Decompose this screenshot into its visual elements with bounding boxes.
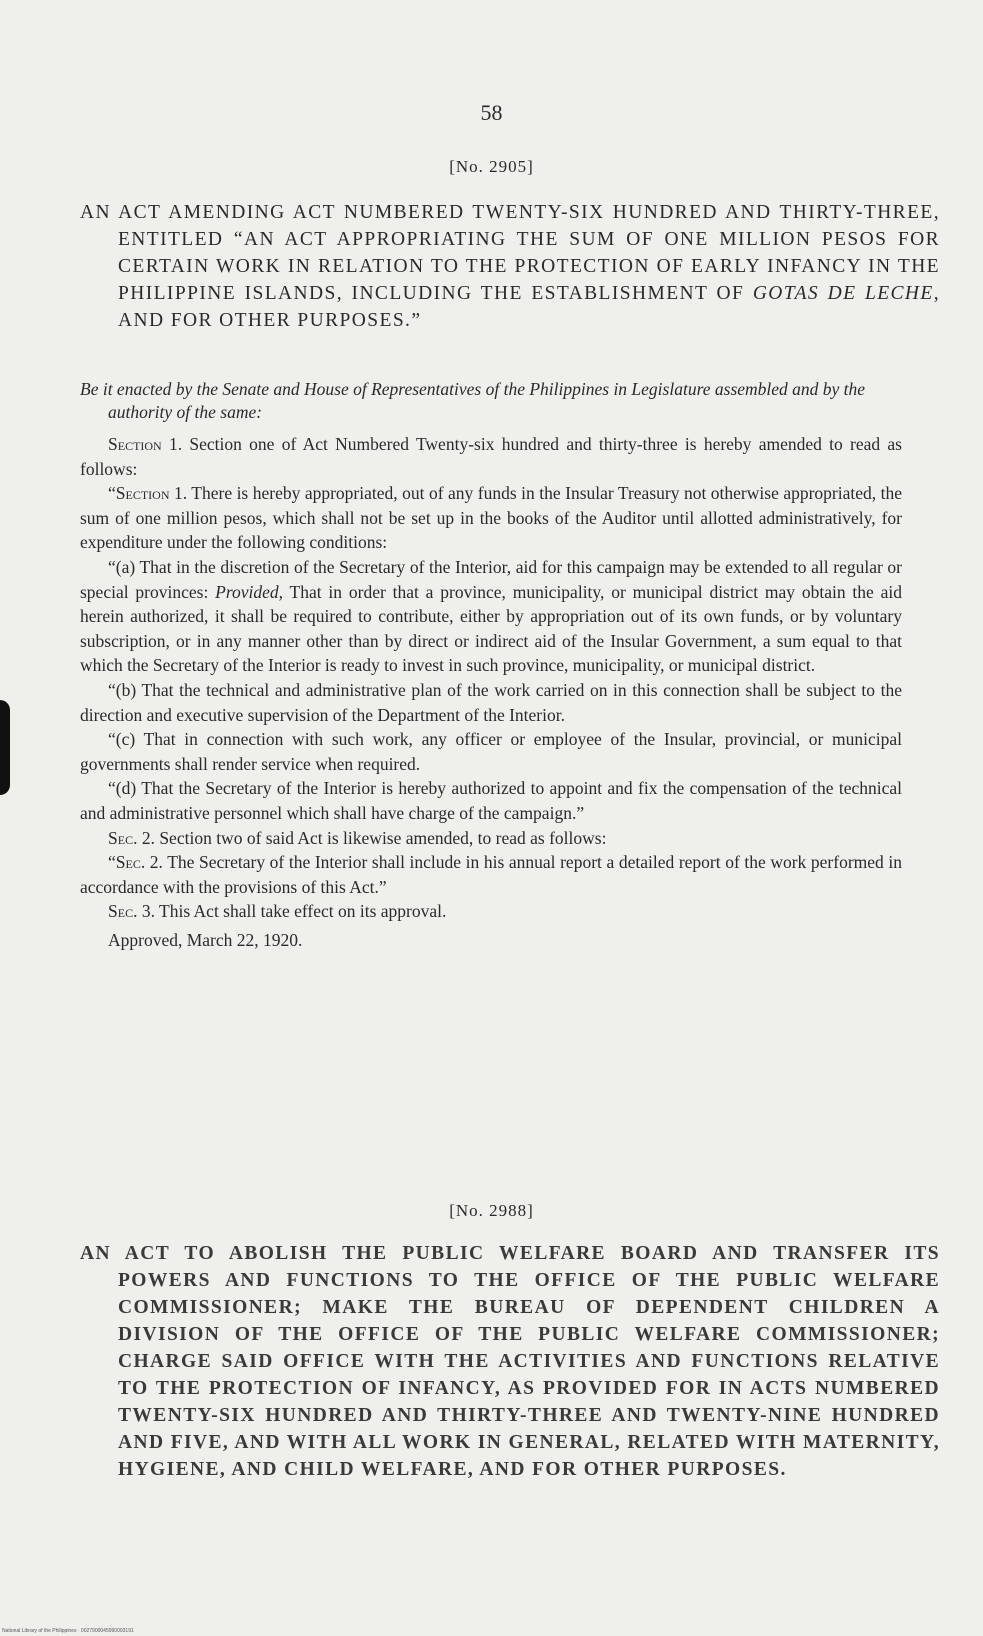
paragraph-label: “(c) [108,729,136,750]
act-title-2: AN ACT TO ABOLISH THE PUBLIC WELFARE BOARD AND TRANSFER ITS POWERS AND FUNCTIONS TO THE OFFICE OF THE PUBLIC WELFARE COMMISSIONER; MAKE THE BUREAU OF DEPENDENT CHILDREN A DIVISION OF THE OFFICE OF THE PUBLIC WELFARE COMMISSIONER; CHARGE SAID OFFICE WITH THE ACTIVITIES AND FUNCTIONS RELATIVE TO THE PROTECTION OF INFANCY, AS PROVIDED FOR IN ACTS NUMBERED TWENTY-SIX HUNDRED AND THIRTY-THREE AND TWENTY-NINE HUNDRED AND FIVE, AND WITH ALL WORK IN GENERAL, RELATED WITH MATERNITY, HYGIENE, AND CHILD WELFARE, AND FOR OTHER PURPOSES. [80,1243,940,1480]
paragraph-label: “(a) [108,556,136,577]
act-number: [No. 2905] [449,157,534,176]
paragraph-text: That the technical and administrative plan of the work carried on in this connection shall be subject to the direction and executive supervision of the Department of the Interior. [80,679,902,725]
paragraph-italic: Provided, [215,581,284,602]
section-label: Sec. 2. [108,827,155,848]
section-label: “Sec. 2. [108,852,163,873]
paragraph-c [80,727,902,776]
paragraph-label: “(d) [108,778,137,799]
paragraph-label: “(b) [108,679,137,700]
act-title [80,199,940,334]
section-label: Section 1. [108,434,183,454]
paragraph-text: That in the discretion of the Secretary of the Interior, aid for this campaign may be extended to all regular or special provinces: [80,556,902,602]
section-text: There is hereby appropriated, out of any funds in the Insular Treasury not otherwise appropriated, the sum of one million pesos, which shall not be set up in the books of the Auditor until allotted administratively, for expenditure under the following conditions: [80,483,902,553]
paragraph-text: That in connection with such work, any officer or employee of the Insular, provincial, or municipal governments shall render service when required. [80,729,902,774]
approval-date: Approved, March 22, 1920. [108,929,303,950]
section-text: Section two of said Act is likewise amended, to read as follows: [154,827,607,848]
section-text: This Act shall take effect on its approval. [154,901,447,922]
paragraph-a [80,555,902,678]
paragraph-text-cont: That in order that a province, municipality, or municipal district may obtain the aid herein authorized, it shall be required to contribute, either by appropriation out of its own funds, or by voluntary subscription, or in any manner other than by direct or indirect aid of the Insular Government, a sum equal to that which the Secretary of the Interior is ready to invest in such province, municipality, or municipal district. [80,581,902,676]
paragraph-text: That the Secretary of the Interior is hereby authorized to appoint and fix the compensation of the technical and administrative personnel which shall have charge of the campaign.” [80,778,902,823]
section-text: The Secretary of the Interior shall include in his annual report a detailed report of the work performed in accordance with the provisions of this Act.” [80,852,902,897]
act-title-italic: GOTAS DE LECHE [752,283,934,304]
paragraph-d [80,776,902,825]
section-text: Section one of Act Numbered Twenty-six hundred and thirty-three is hereby amended to read as follows: [80,434,902,479]
act-title-end: , AND FOR OTHER PURPOSES.” [118,283,940,331]
binding-shadow [0,700,10,795]
act-title-text: AN ACT AMENDING ACT NUMBERED TWENTY-SIX HUNDRED AND THIRTY-THREE, ENTITLED “AN ACT APPROPRIATING THE SUM OF ONE MILLION PESOS FOR CERTAIN WORK IN RELATION TO THE PROTECTION OF EARLY INFANCY IN THE PHILIPPINE ISLANDS, INCLUDING THE ESTABLISHMENT OF [80,202,940,304]
footer-credit: National Library of the Philippines · 0027900045990093191 [2,1628,134,1634]
quoted-section-2 [80,850,902,899]
quoted-section-1 [80,481,902,555]
section-2 [80,826,902,851]
act-number-2: [No. 2988] [449,1201,534,1220]
act-body [80,432,902,952]
section-3 [80,899,902,924]
enacting-clause: Be it enacted by the Senate and House of Representatives of the Philippines in Legislature assembled and by the authority of the same: [80,379,866,422]
paragraph-b [80,678,902,727]
section-label: “Section 1. [108,483,188,504]
section-1 [80,432,902,481]
page-number: 58 [480,100,503,125]
section-label: Sec. 3. [108,901,155,922]
